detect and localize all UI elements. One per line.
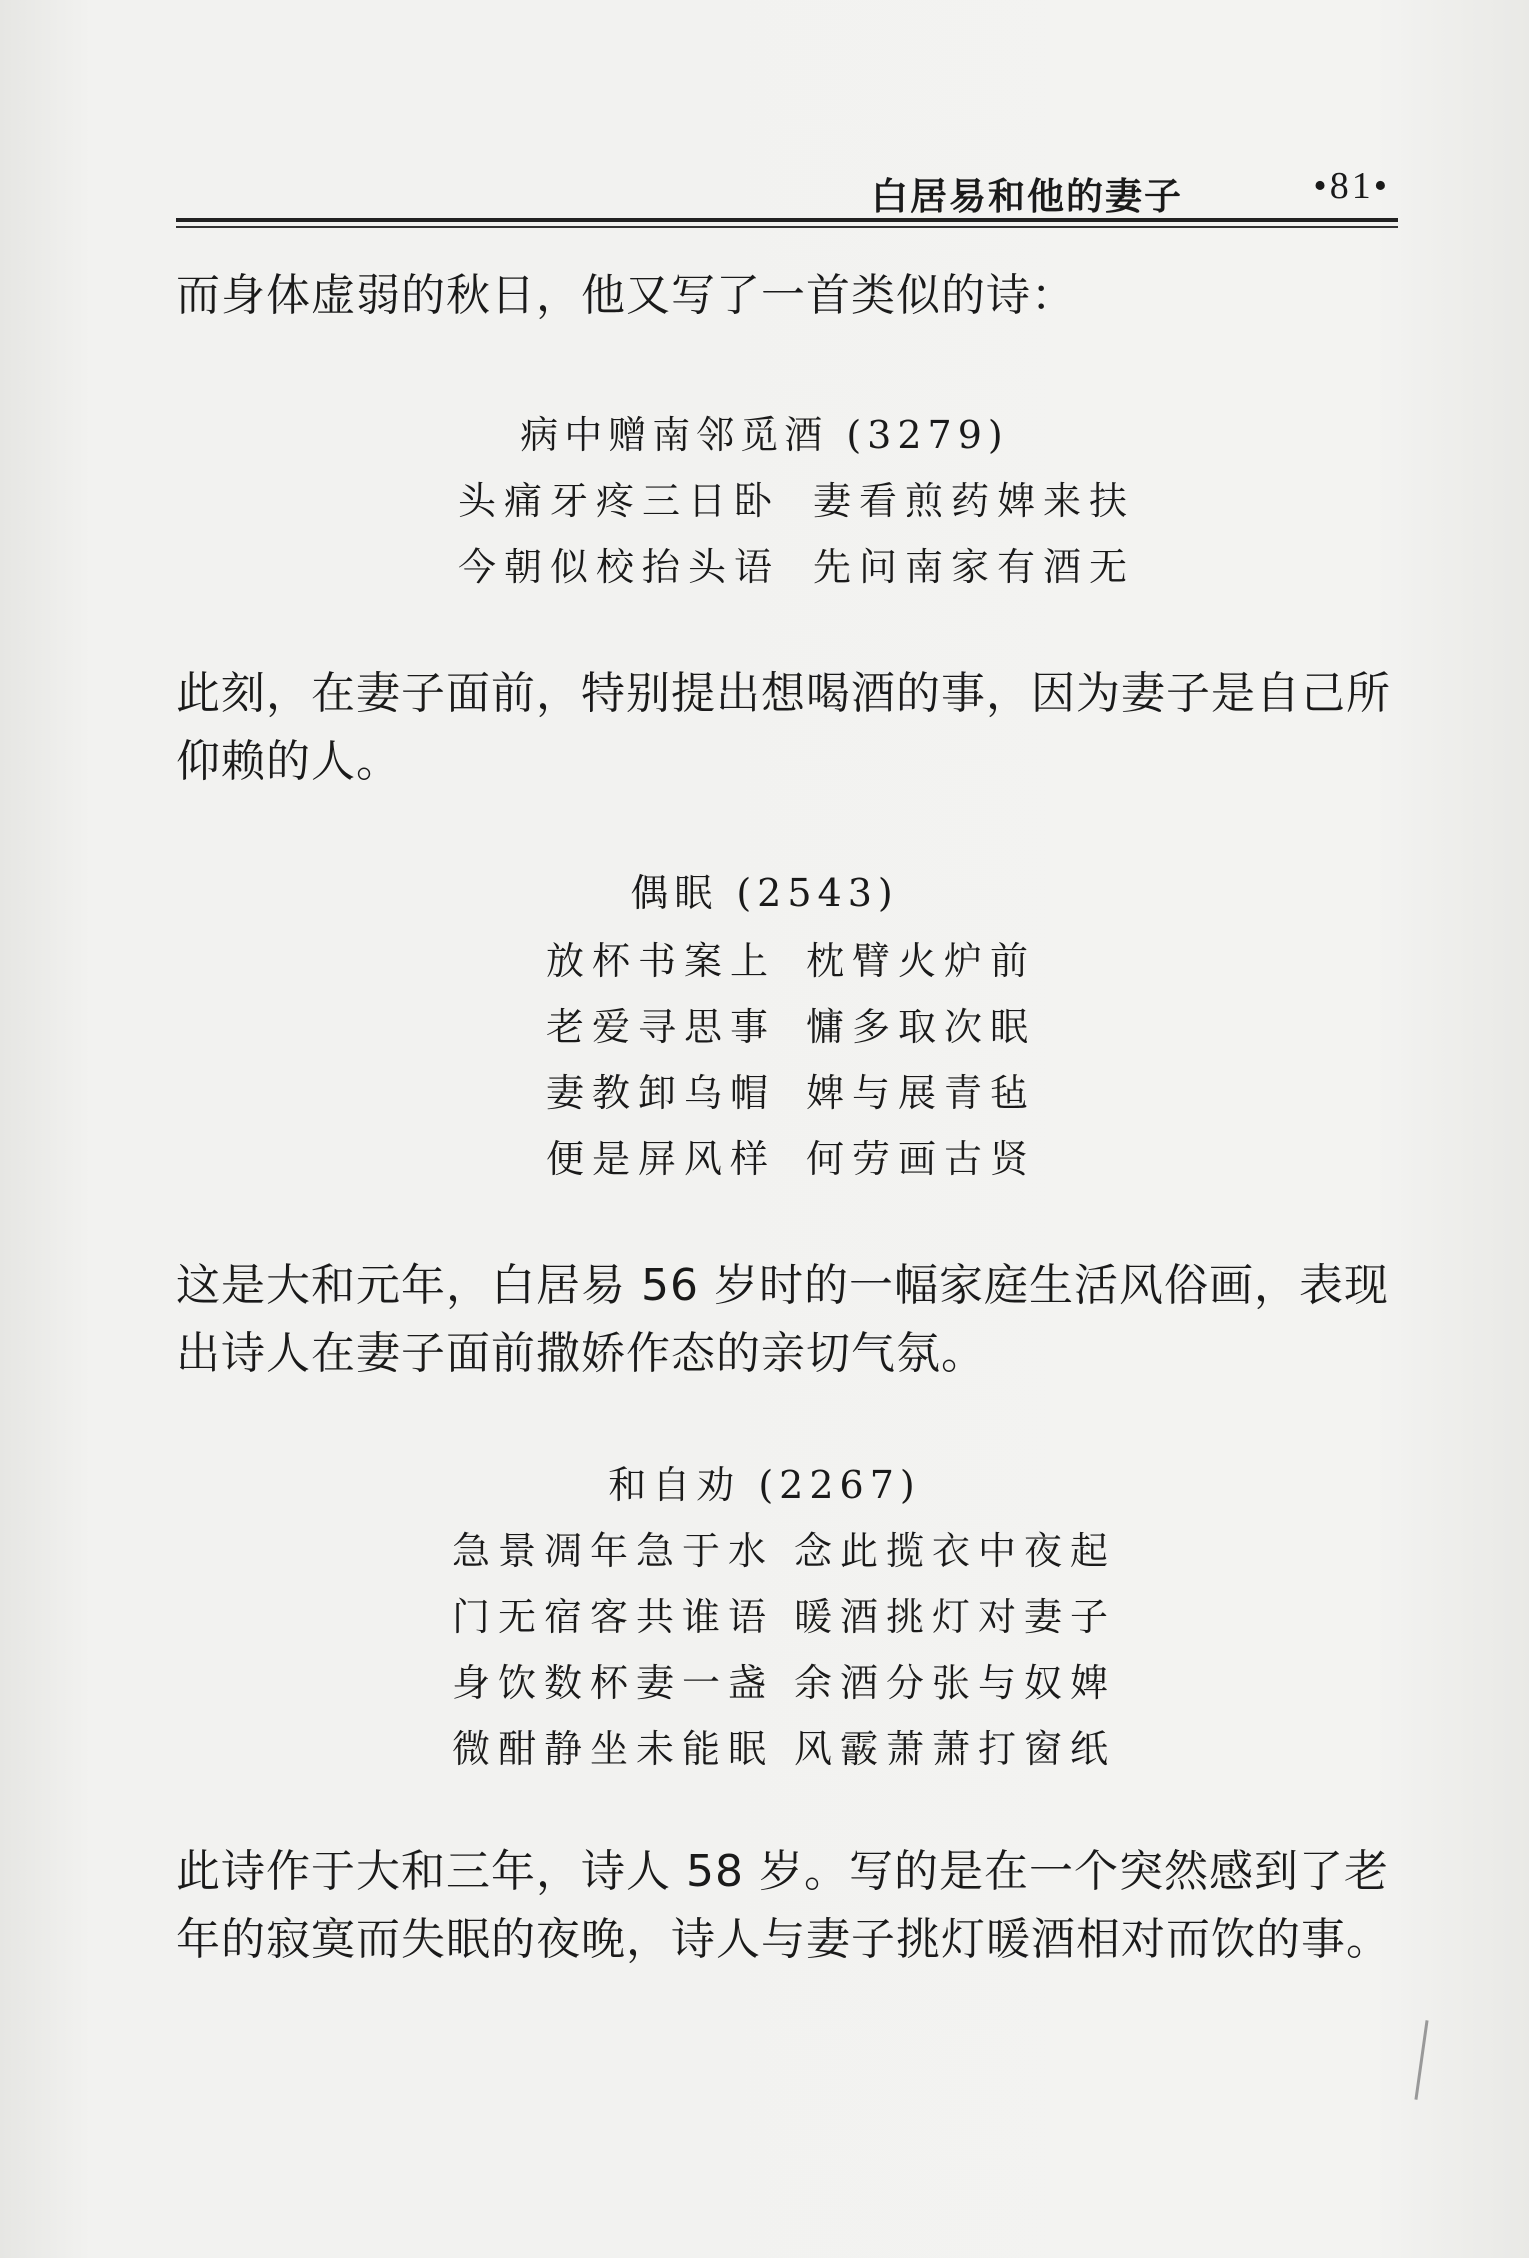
poem-line-first-half: 微酣静坐未能眠	[452, 1727, 775, 1771]
paragraph-commentary: 此刻，在妻子面前，特别提出想喝酒的事，因为妻子是自己所仰赖的人。	[176, 668, 1391, 787]
poem-line-second-half: 何劳画古贤	[806, 1137, 1037, 1181]
poem-title: 偶眠 (2543)	[630, 871, 899, 915]
poem-line-first-half: 妻教卸乌帽	[546, 1071, 777, 1115]
poem-line-first-half: 头痛牙疼三日卧	[458, 479, 781, 523]
page-number: •81•	[1313, 165, 1390, 207]
running-header	[176, 150, 1398, 230]
poem-line-second-half: 念此揽衣中夜起	[794, 1529, 1117, 1573]
poem-line-second-half: 枕臂火炉前	[806, 939, 1037, 983]
poem-title: 和自劝 (2267)	[608, 1463, 921, 1507]
chapter-title: 白居易和他的妻子	[871, 175, 1183, 218]
poem-line-first-half: 老爱寻思事	[546, 1005, 777, 1049]
poem-line-first-half: 门无宿客共谁语	[452, 1595, 775, 1639]
poem-line-first-half: 今朝似校抬头语	[458, 545, 781, 589]
header-rule-thick	[176, 218, 1398, 222]
header-rule-thin	[176, 226, 1398, 228]
poem-line-first-half: 放杯书案上	[546, 939, 777, 983]
poem-line-second-half: 余酒分张与奴婢	[794, 1661, 1117, 1705]
poem-line-second-half: 先问南家有酒无	[813, 545, 1136, 589]
pencil-margin-mark	[1414, 2020, 1428, 2100]
paragraph-commentary: 这是大和元年，白居易 56 岁时的一幅家庭生活风俗画，表现出诗人在妻子面前撒娇作态的亲切气氛。	[176, 1260, 1389, 1379]
poem-line-second-half: 风霰萧萧打窗纸	[794, 1727, 1117, 1771]
poem-line-first-half: 便是屏风样	[546, 1137, 777, 1181]
poem-line-first-half: 身饮数杯妻一盏	[452, 1661, 775, 1705]
poem-line-second-half: 婢与展青毡	[806, 1071, 1037, 1115]
paragraph-commentary: 此诗作于大和三年，诗人 58 岁。写的是在一个突然感到了老年的寂寞而失眠的夜晚，诗人与妻子挑灯暖酒相对而饮的事。	[176, 1846, 1391, 1965]
poem-line-second-half: 妻看煎药婢来扶	[813, 479, 1136, 523]
poem-title: 病中赠南邻觅酒 (3279)	[520, 413, 1009, 457]
poem-line-first-half: 急景凋年急于水	[452, 1529, 775, 1573]
poem-line-second-half: 慵多取次眠	[806, 1005, 1037, 1049]
poem-line-second-half: 暖酒挑灯对妻子	[794, 1595, 1117, 1639]
paragraph-intro: 而身体虚弱的秋日，他又写了一首类似的诗：	[176, 270, 1076, 321]
